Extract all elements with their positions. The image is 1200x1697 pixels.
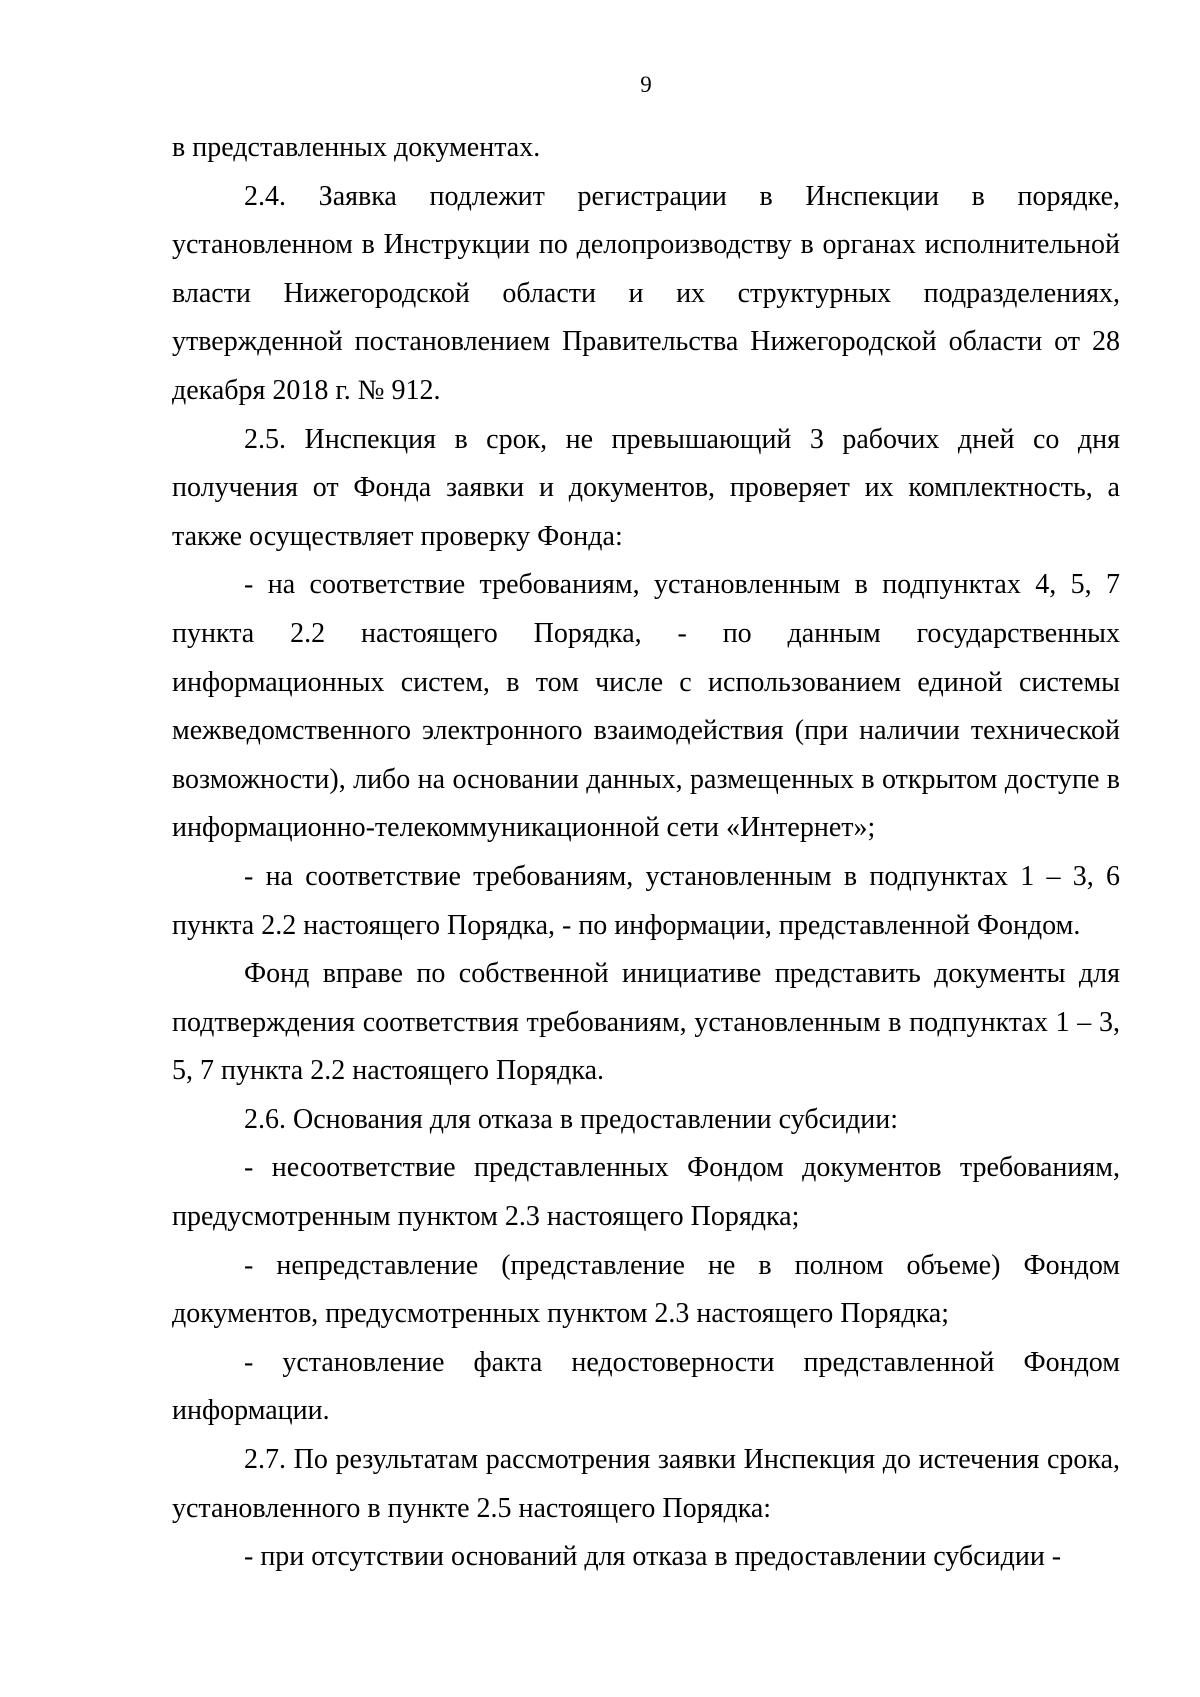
page-number: 9 (640, 72, 652, 97)
paragraph-continuation: в представленных документах. (172, 132, 541, 163)
list-item-noncompliance: - несоответствие представленных Фондом документов требованиям, предусмотренным пунктом 2.3 настоящего Порядка; (172, 1152, 1120, 1233)
paragraph-2-4: 2.4. Заявка подлежит регистрации в Инспекции в порядке, установленном в Инструкции по делопроизводству в органах исполнительной власти Нижегородской области и их структурных подразделениях, утвержденной постановлением Правительства Нижегородской области от 28 декабря 2018 г. № 912. (172, 180, 1120, 406)
list-item-nonsubmission: - непредставление (представление не в полном объеме) Фондом документов, предусмотренных пунктом 2.3 настоящего Порядка; (172, 1249, 1120, 1330)
paragraph-fund-right: Фонд вправе по собственной инициативе представить документы для подтверждения соответствия требованиям, установленным в подпунктах 1 – 3, 5, 7 пункта 2.2 настоящего Порядка. (172, 958, 1120, 1087)
paragraph-2-5: 2.5. Инспекция в срок, не превышающий 3 рабочих дней со дня получения от Фонда заявки и документов, проверяет их комплектность, а также осуществляет проверку Фонда: (172, 423, 1120, 552)
document-body (172, 124, 1120, 1582)
list-item-check-fund-info: - на соответствие требованиям, установленным в подпунктах 1 – 3, 6 пункта 2.2 настоящего Порядка, - по информации, представленной Фондом. (172, 860, 1120, 941)
document-page (172, 0, 1120, 1697)
list-item-no-grounds: - при отсутствии оснований для отказа в предоставлении субсидии - (244, 1541, 1062, 1573)
list-item-check-state-systems: - на соответствие требованиям, установленным в подпунктах 4, 5, 7 пункта 2.2 настоящего Порядка, - по данным государственных информационных систем, в том числе с использованием единой системы межведомственного электронного взаимодействия (при наличии технической возможности), либо на основании данных, размещенных в открытом доступе в информационно-телекоммуникационной сети «Интернет»; (172, 569, 1120, 844)
paragraph-2-6: 2.6. Основания для отказа в предоставлении субсидии: (244, 1103, 899, 1135)
list-item-unreliable-info: - установление факта недостоверности представленной Фондом информации. (172, 1346, 1120, 1427)
paragraph-2-7: 2.7. По результатам рассмотрения заявки Инспекция до истечения срока, установленного в пункте 2.5 настоящего Порядка: (172, 1444, 1120, 1524)
